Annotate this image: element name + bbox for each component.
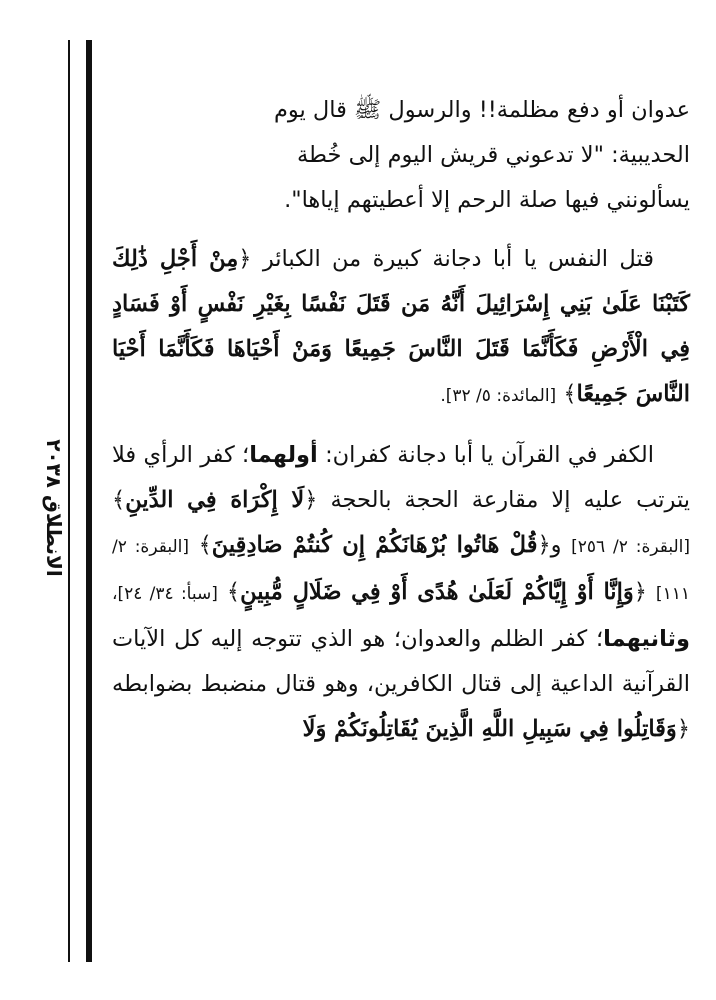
paragraph-1-line-3: يسألونني فيها صلة الرحم إلا أعطيتهم إياها".: [284, 187, 690, 213]
quran-verse-baqarah-111: قُلْ هَاتُوا بُرْهَانَكُمْ إِن كُنتُمْ صَادِقِينَ: [211, 532, 538, 558]
paragraph-3-text-1: الكفر في القرآن يا أبا دجانة كفران:: [325, 442, 654, 468]
quran-verse-baqarah-256: لَا إِكْرَاهَ فِي الدِّينِ: [125, 487, 305, 513]
quran-verse-saba: وَإِنَّا أَوْ إِيَّاكُمْ لَعَلَىٰ هُدًى أَوْ فِي ضَلَالٍ مُّبِينٍ: [240, 579, 634, 605]
body-text: [112, 88, 690, 752]
quran-bracket-close: ﴾: [563, 381, 577, 407]
page-border-rule-thin: [68, 40, 70, 962]
paragraph-2: [112, 237, 690, 419]
verse-reference-maidah: [المائدة: ٥/ ٣٢].: [440, 386, 557, 406]
running-header: الانطلاق ٢٠٣٨: [42, 439, 66, 577]
paragraph-1-line-1: عدوان أو دفع مظلمة!! والرسول ﷺ قال يوم: [273, 97, 690, 123]
verse-reference-baqarah-111: [البقرة: ٢/ ١١١]: [112, 537, 690, 604]
verse-reference-baqarah-256: [البقرة: ٢/ ٢٥٦]: [571, 537, 691, 557]
paragraph-3-text-4: ؛ كفر الظلم والعدوان؛ هو الذي تتوجه إليه كل الآيات القرآنية الداعية إلى قتال الكافرين، وهو قتال منضبط بضوابطه: [112, 626, 690, 697]
term-second: وثانيهما: [603, 626, 690, 652]
quran-verse-maidah: مِنْ أَجْلِ ذَٰلِكَ كَتَبْنَا عَلَىٰ بَنِي إِسْرَائِيلَ أَنَّهُ مَن قَتَلَ نَفْسًا بِغَيْرِ نَفْسٍ أَوْ فَسَادٍ فِي الْأَرْضِ فَكَأَنَّمَا قَتَلَ النَّاسَ جَمِيعًا وَمَنْ أَحْيَاهَا فَكَأَنَّمَا أَحْيَا النَّاسَ جَمِيعًا: [112, 246, 690, 407]
quran-verse-baqarah-190: وَقَاتِلُوا فِي سَبِيلِ اللَّهِ الَّذِينَ يُقَاتِلُونَكُمْ وَلَا: [302, 716, 677, 742]
paragraph-2-intro: قتل النفس يا أبا دجانة كبيرة من الكبائر: [262, 246, 654, 272]
paragraph-3: الكفر في القرآن يا أبا دجانة كفران: أولهما؛ كفر الرأي فلا يترتب عليه إلا مقارعة الحجة بالحجة ﴿لَا إِكْرَاهَ فِي الدِّينِ﴾ [البقرة: ٢/ ٢٥٦] و﴿قُلْ هَاتُوا بُرْهَانَكُمْ إِن كُنتُمْ صَادِقِينَ﴾ [البقرة: ٢/ ١١١] ﴿وَإِنَّا أَوْ إِيَّاكُمْ لَعَلَىٰ هُدًى أَوْ فِي ضَلَالٍ مُّبِينٍ﴾ [سبأ: ٣٤/ ٢٤]، وثانيهما؛ كفر الظلم والعدوان؛ هو الذي تتوجه إليه كل الآيات القرآنية الداعية إلى قتال الكافرين، وهو قتال منضبط بضوابطه ﴿وَقَاتِلُوا فِي سَبِيلِ اللَّهِ الَّذِينَ يُقَاتِلُونَكُمْ وَلَا: [112, 442, 691, 742]
quran-bracket-open: ﴿: [238, 246, 252, 272]
verse-reference-saba: [سبأ: ٣٤/ ٢٤]،: [112, 584, 218, 604]
paragraph-1: [112, 88, 690, 223]
conjunction-and: و: [550, 532, 562, 558]
paragraph-1-line-2: الحديبية: "لا تدعوني قريش اليوم إلى خُطة: [296, 142, 690, 168]
paragraph-3-text-2: ؛ كفر الرأي فلا يترتب عليه إلا مقارعة الحجة بالحجة: [112, 442, 690, 513]
term-first: أولهما: [249, 442, 318, 468]
page-border-rule-thick: [86, 40, 92, 962]
